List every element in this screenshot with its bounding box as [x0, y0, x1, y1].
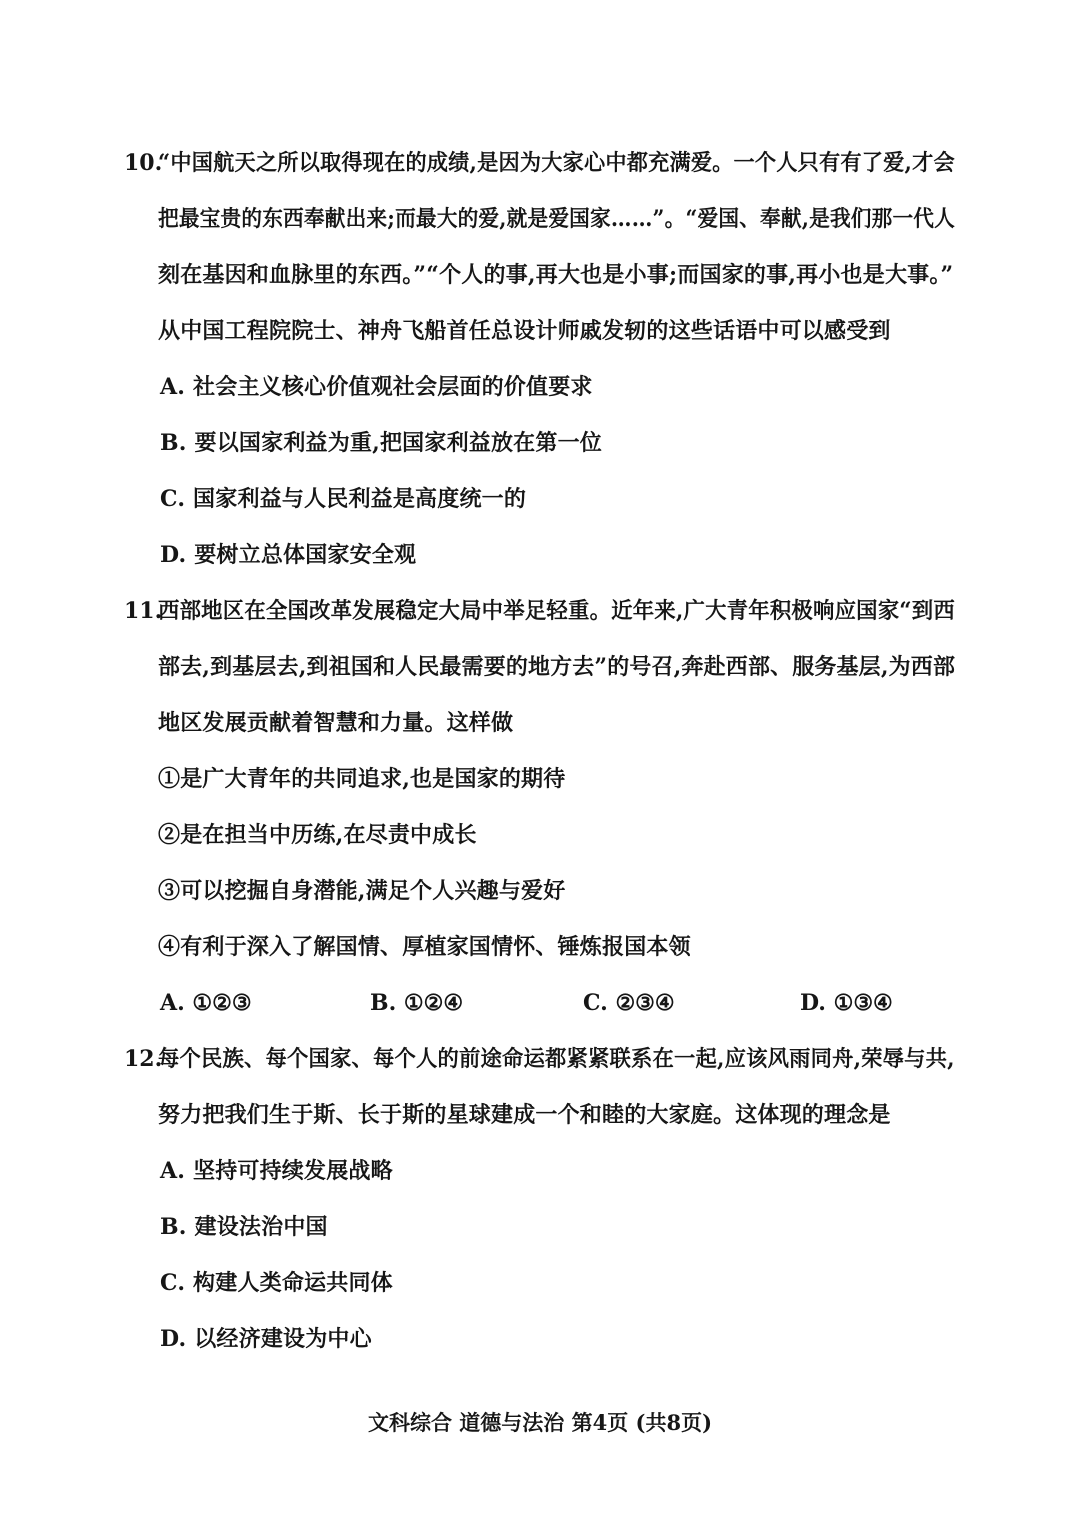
option-a: A. 坚持可持续发展战略 [160, 1158, 393, 1184]
question-number: 10. [124, 150, 163, 176]
question-stem-line: 西部地区在全国改革发展稳定大局中举足轻重。近年来,广大青年积极响应国家“到西 [158, 598, 955, 624]
question-number: 11. [124, 598, 163, 624]
option-c: C. 国家利益与人民利益是高度统一的 [160, 486, 527, 512]
option-a: A. ①②③ [160, 990, 252, 1016]
statement-2: ②是在担当中历练,在尽责中成长 [158, 822, 477, 848]
option-b: B. 建设法治中国 [160, 1214, 328, 1240]
option-c: C. 构建人类命运共同体 [160, 1270, 393, 1296]
question-stem-line: 地区发展贡献着智慧和力量。这样做 [158, 710, 514, 736]
question-stem-line: “中国航天之所以取得现在的成绩,是因为大家心中都充满爱。一个人只有有了爱,才会 [158, 150, 955, 176]
page-footer: 文科综合 道德与法治 第4页 (共8页) [367, 1410, 713, 1435]
option-d: D. ①③④ [800, 990, 893, 1016]
question-stem-line: 把最宝贵的东西奉献出来;而最大的爱,就是爱国家……”。“爱国、奉献,是我们那一代人 [158, 206, 955, 232]
option-d: D. 以经济建设为中心 [160, 1326, 372, 1352]
statement-4: ④有利于深入了解国情、厚植家国情怀、锤炼报国本领 [158, 934, 691, 960]
question-number: 12. [124, 1046, 163, 1072]
question-stem-line: 刻在基因和血脉里的东西。”“个人的事,再大也是小事;而国家的事,再小也是大事。” [158, 262, 954, 288]
question-stem-line: 从中国工程院院士、神舟飞船首任总设计师戚发轫的这些话语中可以感受到 [158, 318, 891, 344]
option-b: B. ①②④ [370, 990, 464, 1016]
options-row [160, 988, 900, 1018]
question-stem-line: 每个民族、每个国家、每个人的前途命运都紧紧联系在一起,应该风雨同舟,荣辱与共, [158, 1046, 955, 1072]
option-a: A. 社会主义核心价值观社会层面的价值要求 [160, 374, 593, 400]
option-d: D. 要树立总体国家安全观 [160, 542, 417, 568]
option-b: B. 要以国家利益为重,把国家利益放在第一位 [160, 430, 602, 456]
question-stem-line: 部去,到基层去,到祖国和人民最需要的地方去”的号召,奔赴西部、服务基层,为西部 [158, 654, 956, 680]
statement-1: ①是广大青年的共同追求,也是国家的期待 [158, 766, 566, 792]
statement-3: ③可以挖掘自身潜能,满足个人兴趣与爱好 [158, 878, 566, 904]
question-stem-line: 努力把我们生于斯、长于斯的星球建成一个和睦的大家庭。这体现的理念是 [158, 1102, 891, 1128]
option-c: C. ②③④ [583, 990, 675, 1016]
